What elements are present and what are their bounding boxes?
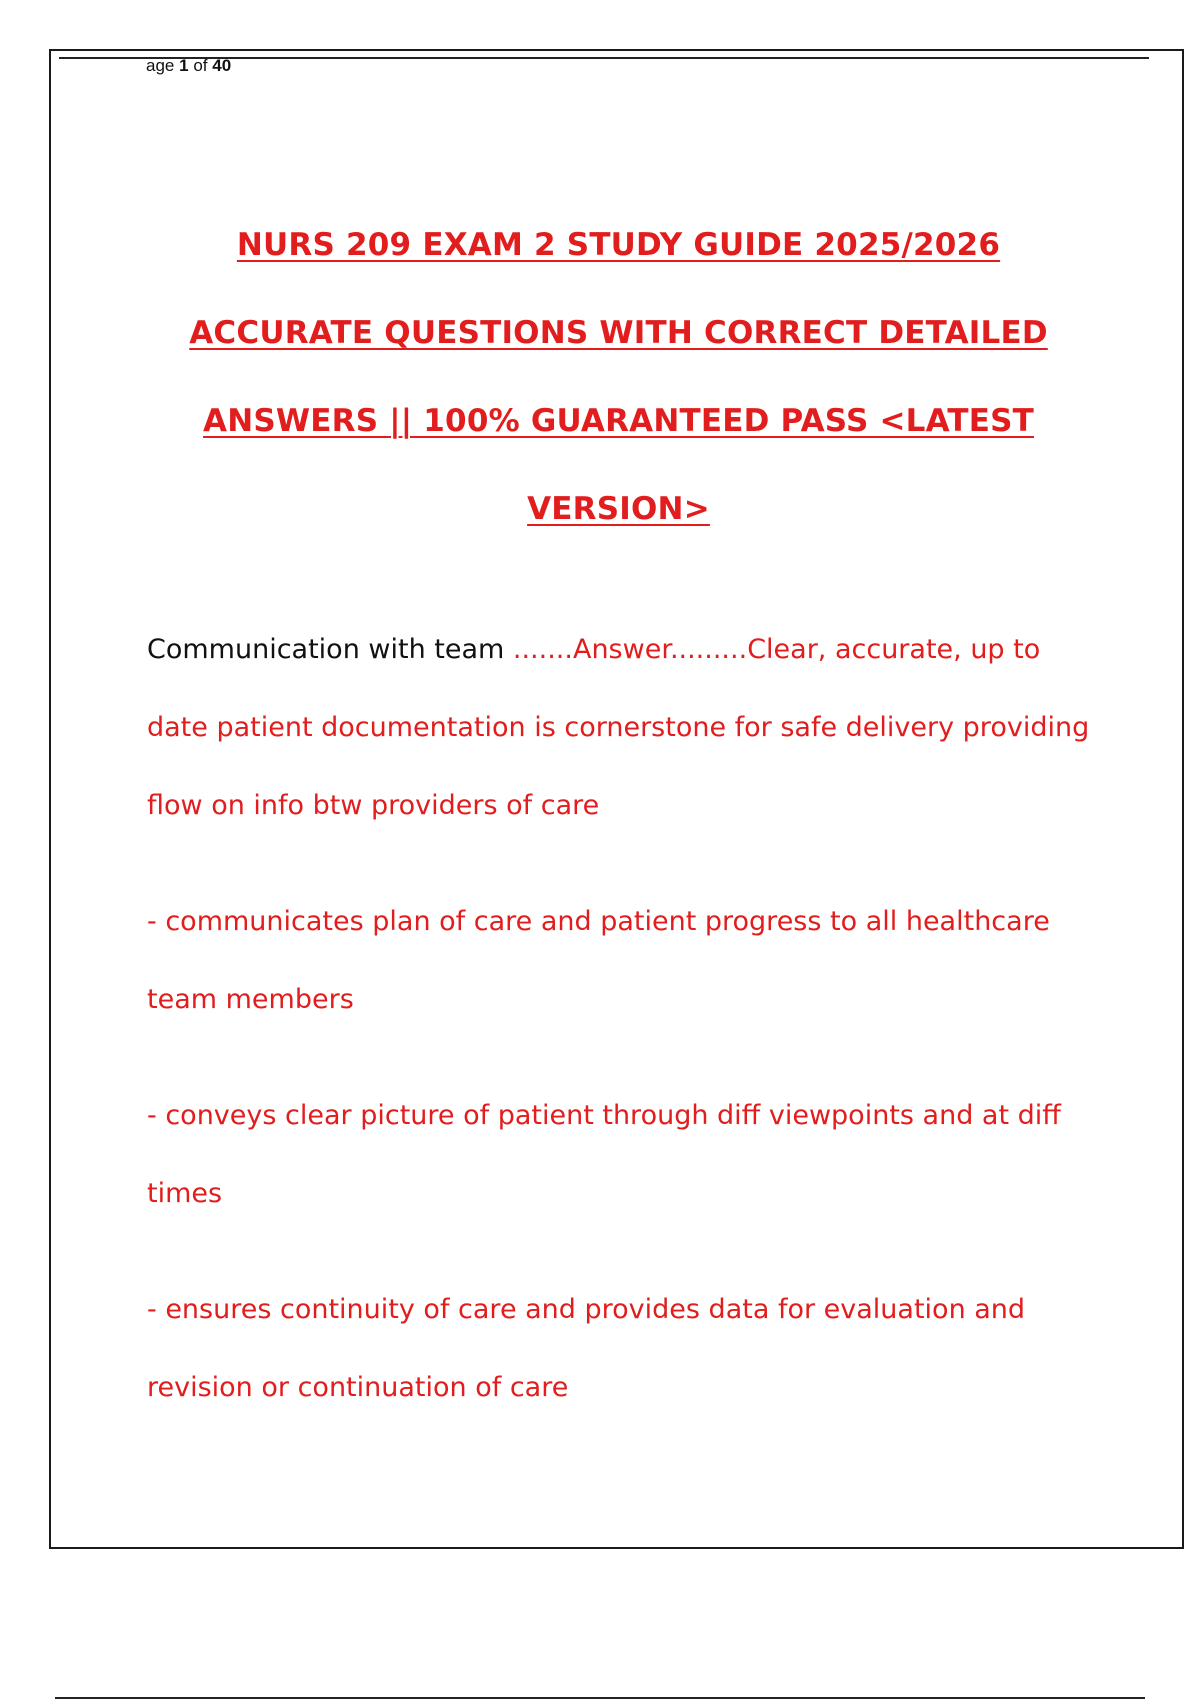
- title-line-1: NURS 209 EXAM 2 STUDY GUIDE 2025/2026: [236, 227, 1001, 263]
- question-text: Communication with team: [147, 634, 505, 665]
- page-frame: [49, 49, 1184, 1549]
- qa-answer-intro: [147, 611, 1107, 845]
- document-title: [51, 201, 1186, 553]
- page-prefix: age: [146, 56, 175, 75]
- answer-intro-text: Clear, accurate, up to date patient documentation is cornerstone for safe delivery providing flow on info btw providers of care: [147, 634, 1090, 821]
- answer-marker: .......Answer.........: [504, 634, 748, 665]
- title-line-4: VERSION>: [527, 491, 710, 527]
- answer-bullet: - ensures continuity of care and provides data for evaluation and revision or continuation of care: [147, 1294, 1026, 1403]
- qa-content: [147, 611, 1107, 1465]
- title-line-2: ACCURATE QUESTIONS WITH CORRECT DETAILED: [189, 315, 1048, 351]
- title-line-3: ANSWERS || 100% GUARANTEED PASS <LATEST: [203, 403, 1034, 439]
- page-number: 1: [179, 56, 189, 75]
- page-of: of: [193, 56, 208, 75]
- page-number-label: [146, 57, 231, 74]
- answer-bullet: - conveys clear picture of patient through diff viewpoints and at diff times: [147, 1100, 1061, 1209]
- page-total: 40: [212, 56, 232, 75]
- answer-bullet: - communicates plan of care and patient progress to all healthcare team members: [147, 906, 1050, 1015]
- footer-rule: [55, 1697, 1145, 1699]
